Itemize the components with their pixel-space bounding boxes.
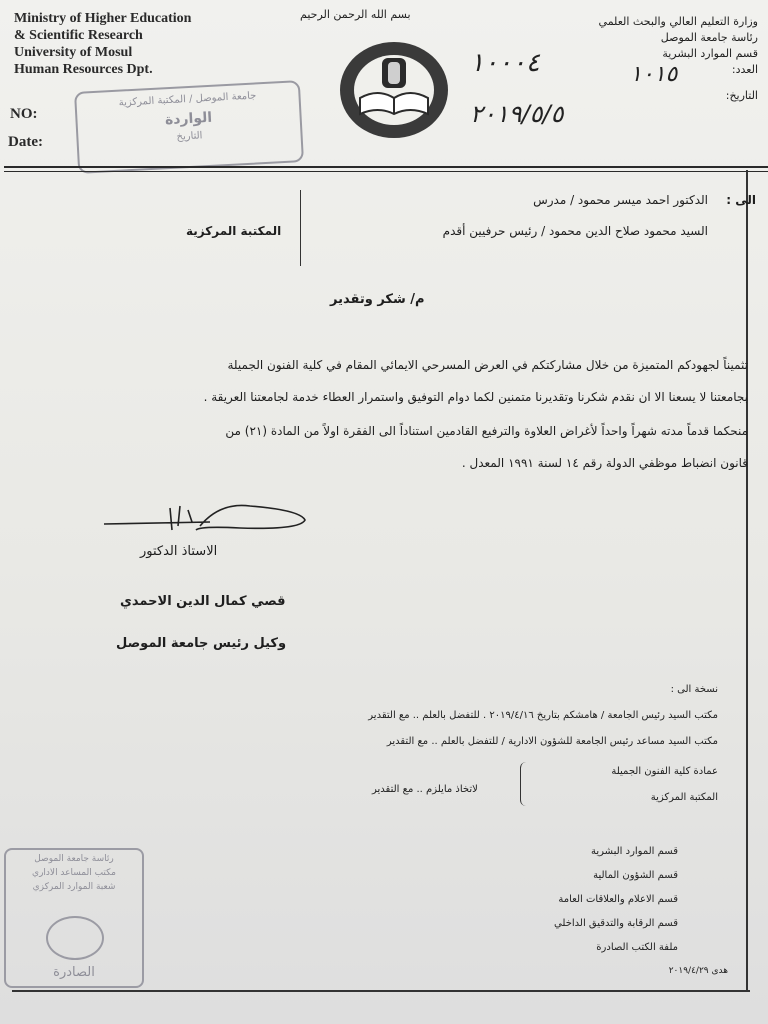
english-header	[14, 10, 191, 78]
header-department: Human Resources Dpt.	[14, 62, 153, 77]
header-research: & Scientific Research	[14, 28, 143, 43]
copies-bracket	[520, 762, 533, 806]
basmala: بسم الله الرحمن الرحيم	[300, 8, 411, 21]
copy-list-item: قسم الاعلام والعلاقات العامة	[558, 894, 678, 905]
copy-list-item: قسم الموارد البشرية	[591, 846, 678, 857]
body-line: تثميناً لجهودكم المتميزة من خلال مشاركتكم في العرض المسرحي الايمائي المقام في كلية الفنون الجميلة	[227, 358, 748, 372]
body-line: قانون انضباط موظفي الدولة رقم ١٤ لسنة ١٩٩١ المعدل .	[461, 456, 748, 470]
handwritten-number: ١٠٠٠٤	[470, 48, 540, 78]
copy-group-item: عمادة كلية الفنون الجميلة	[611, 766, 718, 777]
header-university: University of Mosul	[14, 45, 133, 60]
no-label: NO:	[10, 106, 38, 122]
recipient-line-1: الدكتور احمد ميسر محمود / مدرس	[533, 193, 708, 207]
ar-date-label: التاريخ:	[725, 89, 758, 102]
issued-stamp	[4, 848, 144, 988]
footer-ref: هدى ٢٠١٩/٤/٢٩	[668, 966, 728, 976]
body-line: بجامعتنا لا يسعنا الا ان نقدم شكرنا وتقديرنا متمنين لكما دوام التوفيق واستمرار العطاء خدمة لجامعتنا العريقة .	[203, 390, 748, 404]
copy-list-item: قسم الرقابة والتدقيق الداخلي	[554, 918, 678, 929]
body-line: منحكما قدماً مدته شهراً واحداً لأغراض العلاوة والترفيع القادمين استناداً الى الفقرة اولاً من المادة (٢١) من	[225, 424, 748, 438]
copy-group-item: المكتبة المركزية	[650, 792, 718, 803]
copies-label: نسخة الى :	[670, 684, 718, 695]
copy-line: مكتب السيد مساعد رئيس الجامعة للشؤون الادارية / للتفضل بالعلم .. مع التقدير	[386, 736, 718, 747]
stamp-line: جامعة الموصل / المكتبة المركزية	[118, 90, 257, 109]
page-frame-bottom	[12, 990, 750, 992]
header-rule	[4, 166, 768, 168]
handwritten-date: ٢٠١٩/٥/٥	[470, 100, 564, 128]
header-rule-thin	[4, 171, 768, 172]
stamp-seal-icon	[46, 916, 104, 960]
ar-university: رئاسة جامعة الموصل	[660, 31, 758, 44]
ar-no-label: العدد:	[731, 63, 758, 76]
copy-line: مكتب السيد رئيس الجامعة / هامشكم بتاريخ ٢٠١٩/٤/١٦ . للتفضل بالعلم .. مع التقدير	[368, 710, 718, 721]
copy-list-item: قسم الشؤون المالية	[593, 870, 678, 881]
recipient-line-2: السيد محمود صلاح الدين محمود / رئيس حرفيين أقدم	[442, 224, 708, 238]
date-label: Date:	[8, 134, 43, 150]
page-frame-right	[746, 170, 748, 990]
signature-position: وكيل رئيس جامعة الموصل	[116, 636, 287, 651]
subject: م/ شكر وتقدير	[330, 292, 425, 307]
handwritten-signature	[100, 496, 315, 546]
to-label: الى :	[726, 193, 756, 207]
copy-group-note: لاتخاذ مايلزم .. مع التقدير	[372, 784, 478, 795]
stamp-line: رئاسة جامعة الموصل	[34, 854, 114, 864]
stamp-line: مكتب المساعد الاداري	[32, 868, 116, 878]
header-ministry: Ministry of Higher Education	[14, 11, 192, 26]
handwritten-number-2: ١٠١٥	[630, 62, 678, 87]
arabic-header	[599, 14, 758, 104]
ar-ministry: وزارة التعليم العالي والبحث العلمي	[598, 15, 758, 28]
university-logo	[338, 40, 450, 140]
stamp-line: شعبة الموارد المركزي	[32, 882, 116, 892]
received-stamp	[74, 80, 304, 174]
signature-title: الاستاذ الدكتور	[140, 544, 218, 559]
signature-name: قصي كمال الدين الاحمدي	[120, 594, 286, 609]
stamp-line: الصادرة	[53, 965, 95, 980]
stamp-line: الواردة	[164, 109, 213, 129]
ar-department: قسم الموارد البشرية	[662, 47, 758, 60]
copy-list-item: ملفة الكتب الصادرة	[596, 942, 678, 953]
recipient-bracket	[300, 190, 315, 266]
stamp-line: التاريخ	[176, 130, 203, 143]
recipient-dept: المكتبة المركزية	[186, 224, 282, 238]
